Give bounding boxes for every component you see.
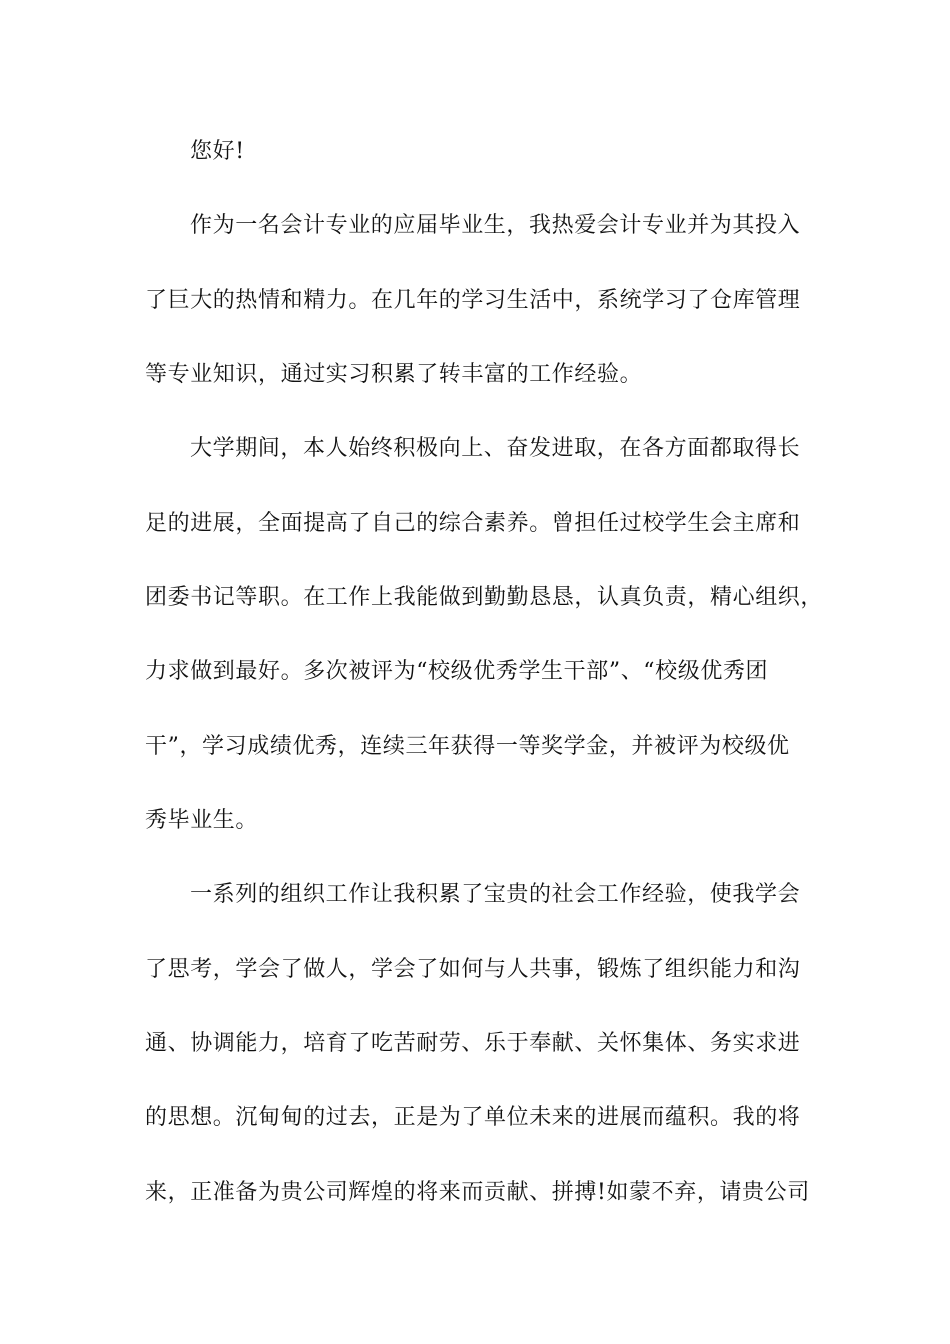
paragraph-line: 作为一名会计专业的应届毕业生，我热爱会计专业并为其投入 <box>190 213 801 238</box>
paragraph-line: 一系列的组织工作让我积累了宝贵的社会工作经验，使我学会 <box>190 882 801 907</box>
paragraph-line: 力求做到最好。多次被评为“校级优秀学生干部”、“校级优秀团 <box>145 659 769 684</box>
paragraph-line: 来，正准备为贵公司辉煌的将来而贡献、拼搏!如蒙不弃，请贵公司 <box>145 1180 810 1205</box>
greeting-line: 您好! <box>190 139 245 164</box>
paragraph-line: 团委书记等职。在工作上我能做到勤勤恳恳，认真负责，精心组织， <box>145 585 824 610</box>
paragraph-line: 干”，学习成绩优秀，连续三年获得一等奖学金，并被评为校级优 <box>145 734 790 759</box>
paragraph-line: 秀毕业生。 <box>145 808 259 833</box>
paragraph-line: 等专业知识，通过实习积累了转丰富的工作经验。 <box>145 362 643 387</box>
paragraph-line: 大学期间，本人始终积极向上、奋发进取，在各方面都取得长 <box>190 436 801 461</box>
paragraph-line: 了思考，学会了做人，学会了如何与人共事，锻炼了组织能力和沟 <box>145 957 801 982</box>
paragraph-line: 了巨大的热情和精力。在几年的学习生活中，系统学习了仓库管理 <box>145 288 801 313</box>
paragraph-line: 的思想。沉甸甸的过去，正是为了单位未来的进展而蕴积。我的将 <box>145 1105 801 1130</box>
paragraph-line: 通、协调能力，培育了吃苦耐劳、乐于奉献、关怀集体、务实求进 <box>145 1031 801 1056</box>
paragraph-line: 足的进展，全面提高了自己的综合素养。曾担任过校学生会主席和 <box>145 511 801 536</box>
